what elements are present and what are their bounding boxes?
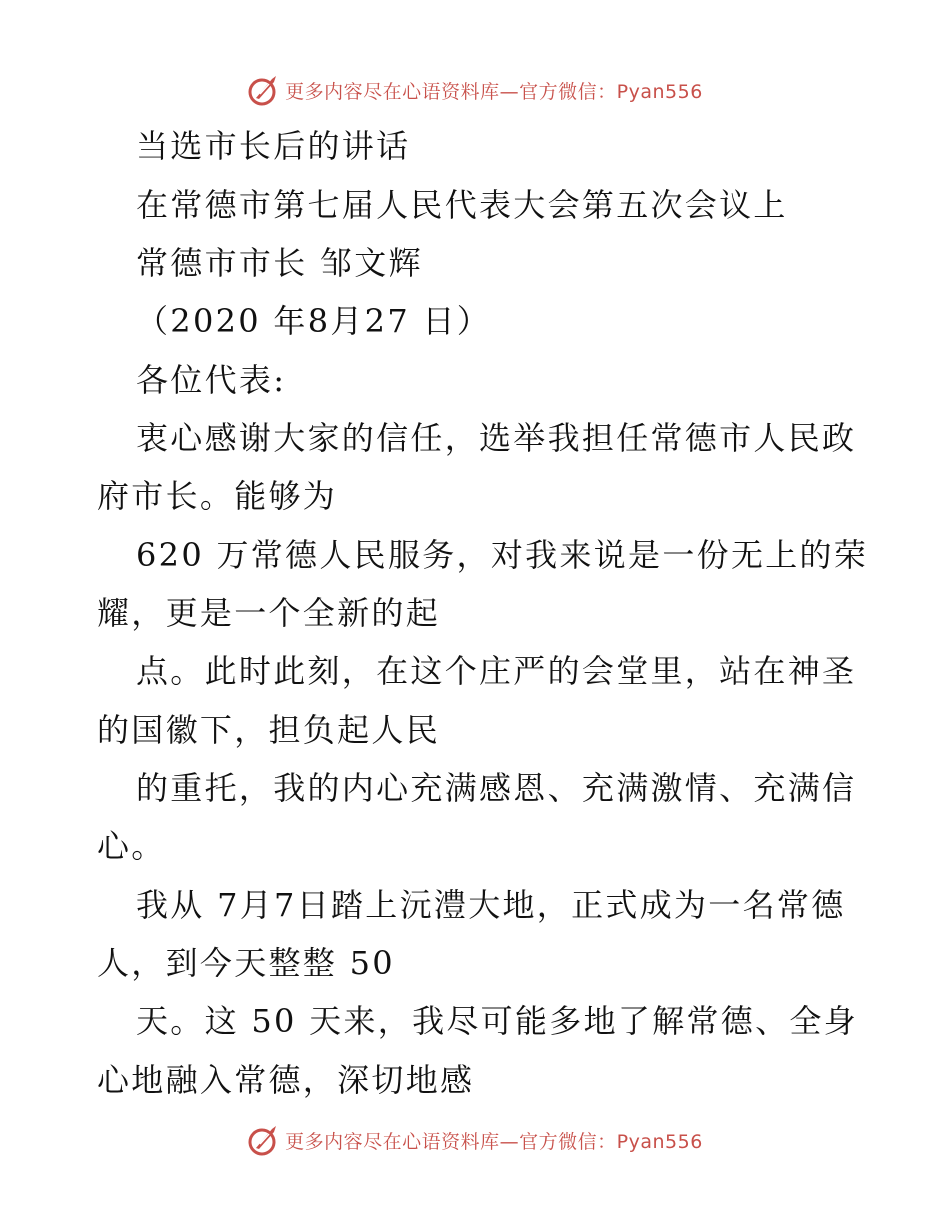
- speech-salutation: 各位代表:: [136, 361, 287, 399]
- speech-title: 当选市长后的讲话: [136, 127, 411, 165]
- body-line: 心。: [97, 827, 166, 865]
- body-line: 府市长。能够为: [97, 477, 338, 515]
- feather-logo-icon: [247, 1123, 281, 1157]
- feather-logo-icon: [247, 73, 281, 107]
- body-line: 的国徽下，担负起人民: [97, 711, 441, 749]
- body-line: 点。此时此刻，在这个庄严的会堂里，站在神圣: [136, 652, 857, 690]
- body-line: 我从 7月7日踏上沅澧大地，正式成为一名常德: [136, 886, 846, 924]
- body-line: 人，到今天整整 50: [97, 944, 395, 982]
- footer-watermark: [0, 1120, 950, 1160]
- body-line: 620 万常德人民服务，对我来说是一份无上的荣: [136, 536, 869, 574]
- body-line: 天。这 50 天来，我尽可能多地了解常德、全身: [136, 1002, 858, 1040]
- watermark-text: 更多内容尽在心语资料库—官方微信：Pyan556: [285, 80, 703, 103]
- body-line: 衷心感谢大家的信任，选举我担任常德市人民政: [136, 419, 857, 457]
- header-watermark: [0, 70, 950, 110]
- body-line: 心地融入常德，深切地感: [97, 1061, 475, 1099]
- speech-date: （2020 年8月27 日）: [136, 302, 492, 340]
- speech-speaker: 常德市市长 邹文辉: [136, 244, 423, 282]
- body-line: 耀，更是一个全新的起: [97, 594, 441, 632]
- watermark-text: 更多内容尽在心语资料库—官方微信：Pyan556: [285, 1130, 703, 1153]
- speech-occasion: 在常德市第七届人民代表大会第五次会议上: [136, 186, 788, 224]
- body-line: 的重托，我的内心充满感恩、充满激情、充满信: [136, 769, 857, 807]
